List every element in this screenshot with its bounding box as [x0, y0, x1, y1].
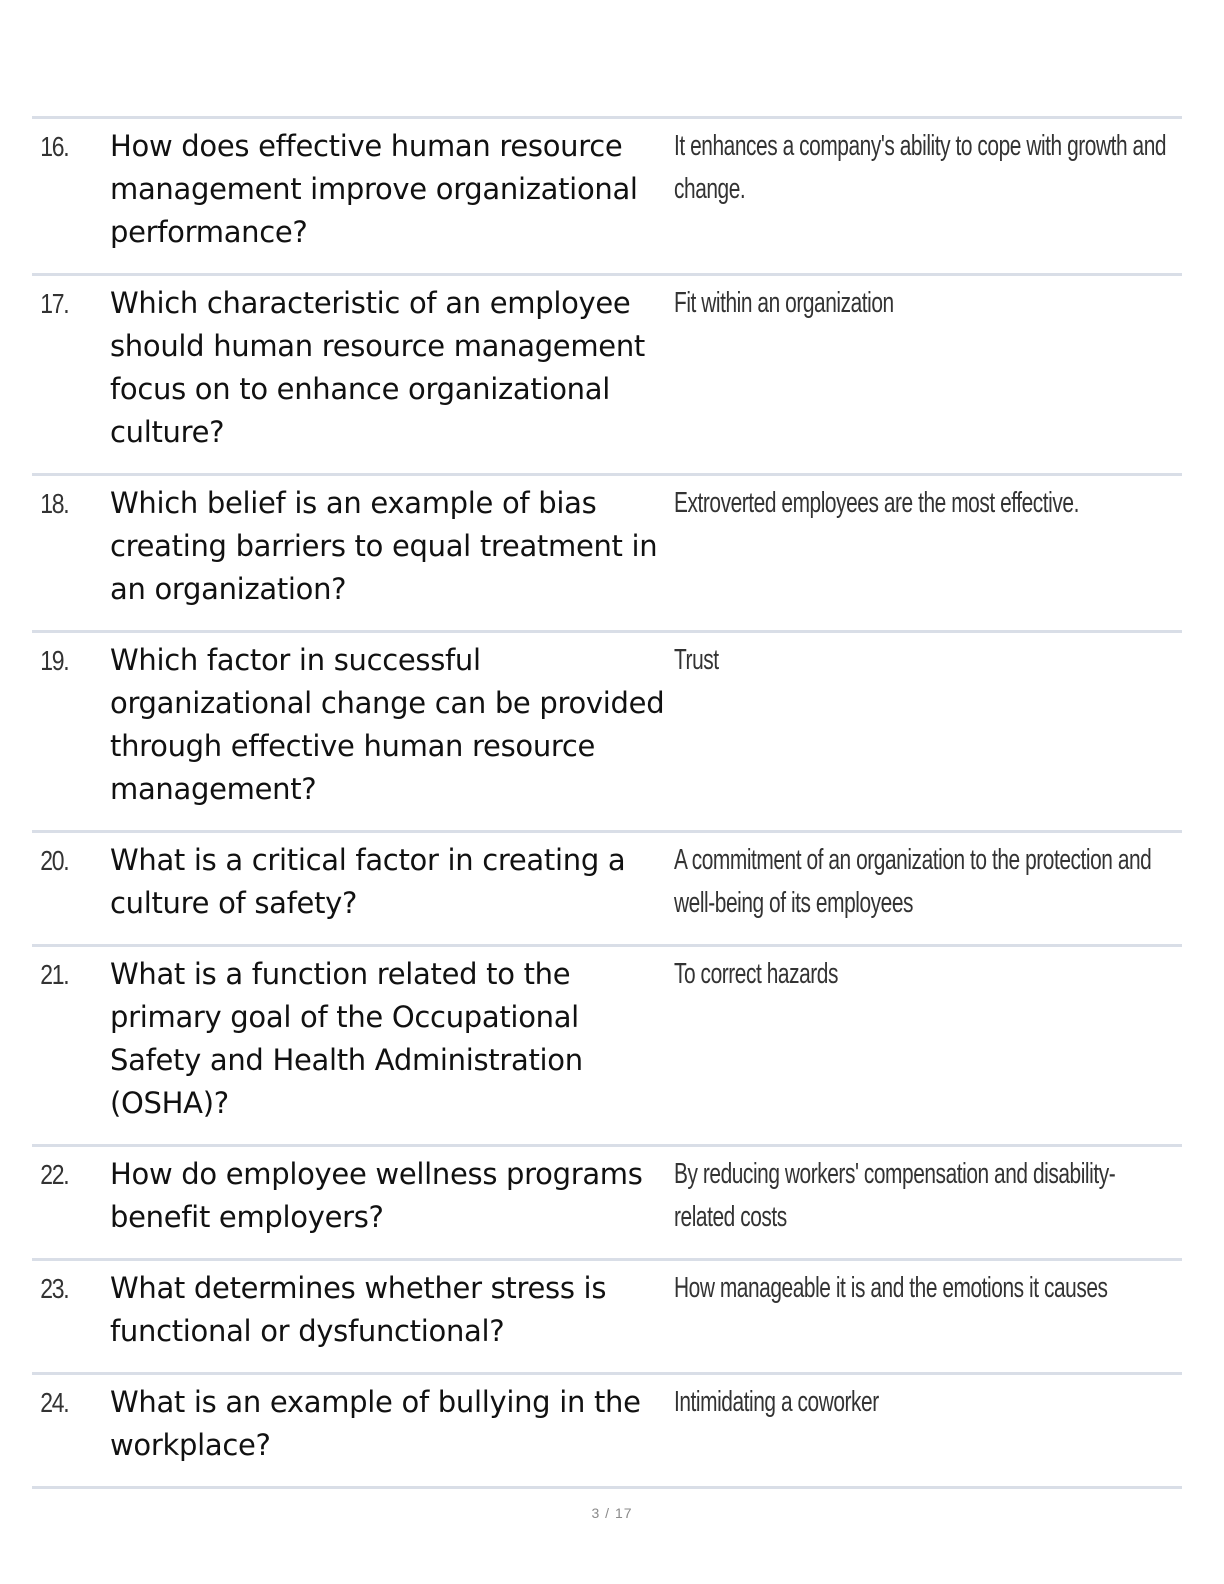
flashcard-row [32, 633, 1182, 833]
question-text: Which factor in successful organizational change can be provided through effective human resource management? [110, 643, 665, 806]
question-text: What is a function related to the primary goal of the Occupational Safety and Health Administration (OSHA)? [110, 957, 583, 1120]
answer-text [672, 125, 1224, 211]
flashcard-row [32, 1375, 1182, 1489]
question-number: 16. [40, 131, 69, 162]
answer-text-content: How manageable it is and the emotions it causes [674, 1272, 1108, 1304]
question-text: What is a critical factor in creating a culture of safety? [110, 843, 626, 920]
answer-text-content: Extroverted employees are the most effective. [674, 487, 1079, 519]
answer-text [672, 839, 1224, 925]
question-text: How do employee wellness programs benefit employers? [110, 1157, 643, 1234]
answer-text [672, 1153, 1224, 1239]
question-text: Which characteristic of an employee should human resource management focus on to enhance organizational culture? [110, 286, 645, 449]
flashcard-row [32, 1147, 1182, 1261]
answer-text-content: To correct hazards [674, 958, 838, 990]
question-text: Which belief is an example of bias creating barriers to equal treatment in an organization? [110, 486, 658, 606]
answer-text [672, 639, 1224, 682]
question-number: 21. [40, 959, 69, 990]
answer-text [672, 482, 1224, 525]
question-number: 17. [40, 288, 69, 319]
flashcard-row [32, 1261, 1182, 1375]
question-number: 23. [40, 1273, 69, 1304]
question-number: 20. [40, 845, 69, 876]
answer-text [672, 953, 1224, 996]
answer-text-content: A commitment of an organization to the protection and well-being of its employees [674, 844, 1152, 919]
answer-text [672, 1267, 1224, 1310]
question-number: 19. [40, 645, 69, 676]
flashcard-row [32, 947, 1182, 1147]
question-number: 24. [40, 1387, 69, 1418]
answer-text [672, 1381, 1224, 1424]
question-number: 18. [40, 488, 69, 519]
flashcard-row [32, 833, 1182, 947]
flashcard-row [32, 276, 1182, 476]
question-text: What determines whether stress is functional or dysfunctional? [110, 1271, 607, 1348]
question-text: How does effective human resource management improve organizational performance? [110, 129, 638, 249]
answer-text-content: Intimidating a coworker [674, 1386, 879, 1418]
answer-text [672, 282, 1224, 325]
answer-text-content: Fit within an organization [674, 287, 894, 319]
answer-text-content: Trust [674, 644, 719, 676]
question-text: What is an example of bullying in the workplace? [110, 1385, 641, 1462]
flashcard-row [32, 476, 1182, 633]
flashcard-row [32, 119, 1182, 276]
answer-text-content: It enhances a company's ability to cope with growth and change. [674, 130, 1167, 205]
answer-text-content: By reducing workers' compensation and disability-related costs [674, 1158, 1116, 1233]
page-number: 3 / 17 [591, 1505, 633, 1521]
flashcard-list [32, 116, 1182, 1489]
question-number: 22. [40, 1159, 69, 1190]
